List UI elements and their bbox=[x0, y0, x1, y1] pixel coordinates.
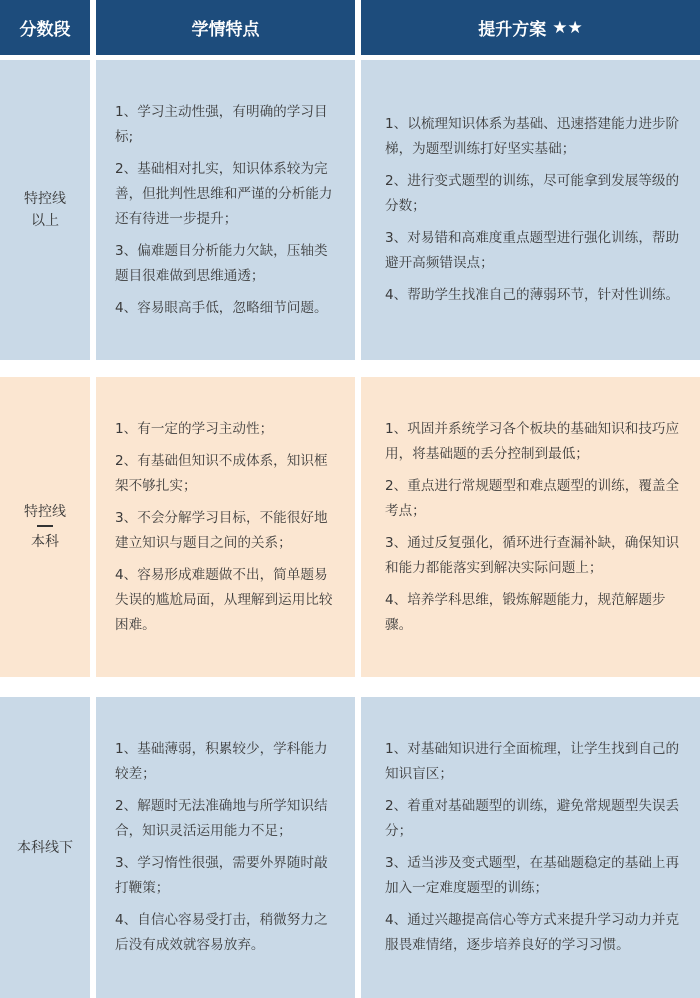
segment-cell bbox=[0, 60, 90, 360]
plan-item: 1、对基础知识进行全面梳理，让学生找到自己的知识盲区； bbox=[385, 741, 680, 782]
plan-item: 1、以梳理知识体系为基础、迅速搭建能力进步阶梯，为题型训练打好坚实基础； bbox=[385, 116, 680, 157]
star-icons: ★★ bbox=[552, 17, 583, 38]
plan-item: 2、重点进行常规题型和难点题型的训练，覆盖全考点； bbox=[385, 477, 680, 519]
header-improvement-plan bbox=[361, 0, 700, 55]
feature-item: 3、偏难题目分析能力欠缺，压轴类题目很难做到思维通透； bbox=[115, 242, 328, 284]
plan-item: 4、培养学科思维，锻炼解题能力，规范解题步骤。 bbox=[385, 591, 666, 633]
segment-cell bbox=[0, 377, 90, 677]
feature-item: 1、基础薄弱，积累较少，学科能力较差； bbox=[115, 741, 328, 782]
plan-item: 3、通过反复强化，循环进行查漏补缺，确保知识和能力都能落实到解决实际问题上； bbox=[385, 534, 680, 576]
segment-label: 特控线 bbox=[24, 504, 66, 520]
features-cell bbox=[96, 60, 355, 360]
plans-cell bbox=[361, 697, 700, 998]
plan-item: 3、适当涉及变式题型，在基础题稳定的基础上再加入一定难度题型的训练； bbox=[385, 855, 680, 896]
feature-item: 4、容易眼高手低，忽略细节问题。 bbox=[115, 299, 328, 316]
dash-divider bbox=[37, 525, 53, 527]
feature-item: 2、有基础但知识不成体系，知识框架不够扎实； bbox=[115, 452, 328, 494]
header-label: 学情特点 bbox=[191, 20, 260, 40]
segment-label: 以上 bbox=[31, 213, 59, 229]
header-label: 提升方案 bbox=[478, 20, 547, 40]
segment-cell bbox=[0, 697, 90, 998]
header-label: 分数段 bbox=[19, 20, 71, 40]
feature-item: 1、学习主动性强，有明确的学习目标; bbox=[115, 103, 328, 145]
header-learning-features bbox=[96, 0, 355, 55]
segment-label: 本科 bbox=[31, 534, 59, 550]
segment-label: 特控线 bbox=[24, 191, 66, 207]
header-score-segment bbox=[0, 0, 90, 55]
plans-cell bbox=[361, 60, 700, 360]
plan-item: 2、着重对基础题型的训练，避免常规题型失误丢分； bbox=[385, 798, 680, 839]
feature-item: 3、学习惰性很强，需要外界随时敲打鞭策； bbox=[115, 855, 328, 896]
plan-item: 4、帮助学生找准自己的薄弱环节，针对性训练。 bbox=[385, 287, 680, 303]
feature-item: 1、有一定的学习主动性； bbox=[115, 420, 274, 437]
feature-item: 3、不会分解学习目标，不能很好地建立知识与题目之间的关系； bbox=[115, 509, 328, 551]
plan-item: 4、通过兴趣提高信心等方式来提升学习动力并克服畏难情绪，逐步培养良好的学习习惯。 bbox=[385, 912, 680, 953]
plan-item: 2、进行变式题型的训练，尽可能拿到发展等级的分数； bbox=[385, 173, 680, 214]
plan-item: 3、对易错和高难度重点题型进行强化训练，帮助避开高频错误点； bbox=[385, 230, 680, 271]
plan-item: 1、巩固并系统学习各个板块的基础知识和技巧应用，将基础题的丢分控制到最低； bbox=[385, 420, 680, 462]
feature-item: 2、基础相对扎实，知识体系较为完善，但批判性思维和严谨的分析能力还有待进一步提升； bbox=[115, 160, 333, 227]
plans-cell bbox=[361, 377, 700, 677]
features-cell bbox=[96, 697, 355, 998]
feature-item: 2、解题时无法准确地与所学知识结合，知识灵活运用能力不足； bbox=[115, 798, 328, 839]
feature-item: 4、自信心容易受打击，稍微努力之后没有成效就容易放弃。 bbox=[115, 912, 328, 953]
segment-label: 本科线下 bbox=[17, 839, 73, 856]
feature-item: 4、容易形成难题做不出，简单题易失误的尴尬局面，从理解到运用比较困难。 bbox=[115, 566, 333, 633]
features-cell bbox=[96, 377, 355, 677]
